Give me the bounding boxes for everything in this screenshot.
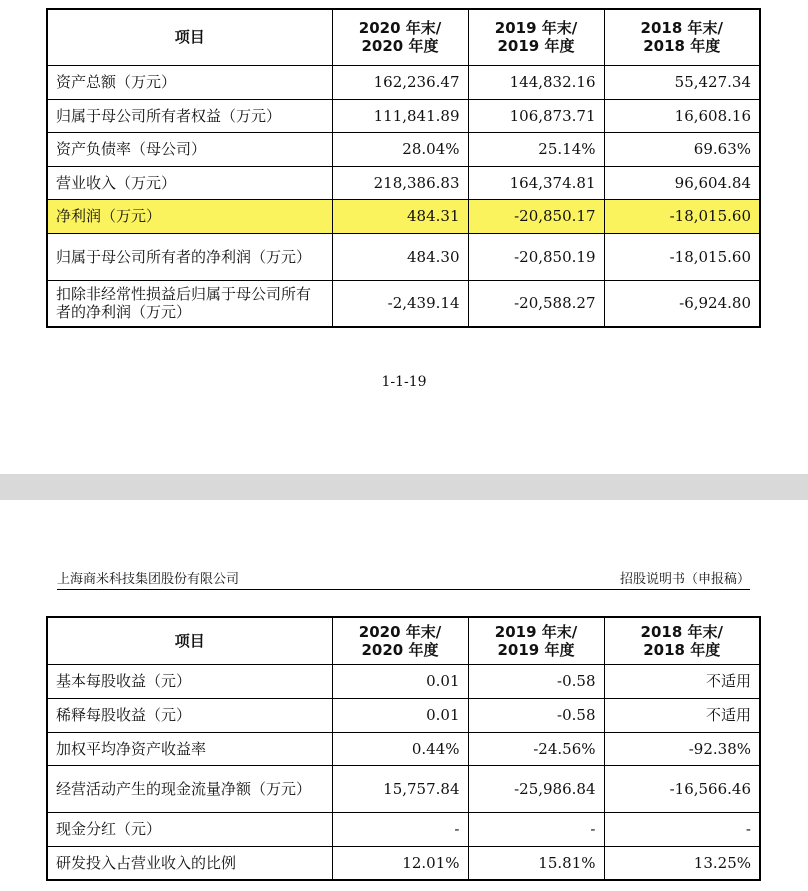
table-row xyxy=(47,280,760,327)
row-label: 加权平均净资产收益率 xyxy=(47,732,332,765)
table-row xyxy=(47,812,760,846)
value-2018: -18,015.60 xyxy=(604,233,760,280)
value-2020: 162,236.47 xyxy=(332,65,468,99)
value-2018: 不适用 xyxy=(604,664,760,698)
row-label: 资产负债率（母公司） xyxy=(47,132,332,166)
value-2019: -20,850.17 xyxy=(468,199,604,233)
financial-table-2 xyxy=(46,616,761,881)
value-2020: 111,841.89 xyxy=(332,99,468,132)
value-2019: -25,986.84 xyxy=(468,765,604,812)
value-2018: 69.63% xyxy=(604,132,760,166)
value-2019: -0.58 xyxy=(468,698,604,732)
table-row xyxy=(47,732,760,765)
value-2019: 144,832.16 xyxy=(468,65,604,99)
row-label: 研发投入占营业收入的比例 xyxy=(47,846,332,880)
table-header-row xyxy=(47,9,760,65)
row-label: 净利润（万元） xyxy=(47,199,332,233)
header-item: 项目 xyxy=(47,617,332,664)
value-2020: 15,757.84 xyxy=(332,765,468,812)
table-row-highlighted xyxy=(47,199,760,233)
page-separator xyxy=(0,474,808,500)
value-2020: 218,386.83 xyxy=(332,166,468,199)
page-number: 1-1-19 xyxy=(381,374,427,390)
value-2018: - xyxy=(604,812,760,846)
value-2018: -18,015.60 xyxy=(604,199,760,233)
header-2020: 2020 年末/ 2020 年度 xyxy=(332,9,468,65)
table-row xyxy=(47,132,760,166)
header-2019: 2019 年末/ 2019 年度 xyxy=(468,617,604,664)
value-2019: 164,374.81 xyxy=(468,166,604,199)
row-label: 资产总额（万元） xyxy=(47,65,332,99)
value-2018: -6,924.80 xyxy=(604,280,760,327)
header-2020: 2020 年末/ 2020 年度 xyxy=(332,617,468,664)
value-2018: 不适用 xyxy=(604,698,760,732)
value-2019: - xyxy=(468,812,604,846)
value-2020: -2,439.14 xyxy=(332,280,468,327)
table-header-row xyxy=(47,617,760,664)
header-2018: 2018 年末/ 2018 年度 xyxy=(604,617,760,664)
row-label: 归属于母公司所有者权益（万元） xyxy=(47,99,332,132)
table-row xyxy=(47,698,760,732)
table-row xyxy=(47,664,760,698)
value-2019: 106,873.71 xyxy=(468,99,604,132)
value-2018: 96,604.84 xyxy=(604,166,760,199)
document-title: 招股说明书（申报稿） xyxy=(619,572,750,587)
value-2018: -92.38% xyxy=(604,732,760,765)
document-page-2 xyxy=(0,500,808,891)
value-2018: 13.25% xyxy=(604,846,760,880)
value-2020: 28.04% xyxy=(332,132,468,166)
table-row xyxy=(47,166,760,199)
header-item: 项目 xyxy=(47,9,332,65)
row-label: 经营活动产生的现金流量净额（万元） xyxy=(47,765,332,812)
table-row xyxy=(47,846,760,880)
table-row xyxy=(47,99,760,132)
value-2019: 25.14% xyxy=(468,132,604,166)
value-2018: 16,608.16 xyxy=(604,99,760,132)
value-2020: 0.44% xyxy=(332,732,468,765)
value-2020: 0.01 xyxy=(332,698,468,732)
row-label: 营业收入（万元） xyxy=(47,166,332,199)
value-2019: 15.81% xyxy=(468,846,604,880)
value-2020: 0.01 xyxy=(332,664,468,698)
value-2019: -0.58 xyxy=(468,664,604,698)
value-2019: -24.56% xyxy=(468,732,604,765)
company-name: 上海商米科技集团股份有限公司 xyxy=(57,572,240,587)
row-label: 稀释每股收益（元） xyxy=(47,698,332,732)
header-2019: 2019 年末/ 2019 年度 xyxy=(468,9,604,65)
value-2018: -16,566.46 xyxy=(604,765,760,812)
row-label: 归属于母公司所有者的净利润（万元） xyxy=(47,233,332,280)
header-2018: 2018 年末/ 2018 年度 xyxy=(604,9,760,65)
row-label: 基本每股收益（元） xyxy=(47,664,332,698)
value-2020: 484.31 xyxy=(332,199,468,233)
value-2020: 484.30 xyxy=(332,233,468,280)
header-rule xyxy=(57,589,750,590)
value-2018: 55,427.34 xyxy=(604,65,760,99)
table-row xyxy=(47,65,760,99)
financial-table-1 xyxy=(46,8,761,328)
value-2019: -20,850.19 xyxy=(468,233,604,280)
row-label: 扣除非经常性损益后归属于母公司所有者的净利润（万元） xyxy=(47,280,332,327)
value-2020: - xyxy=(332,812,468,846)
value-2020: 12.01% xyxy=(332,846,468,880)
value-2019: -20,588.27 xyxy=(468,280,604,327)
table-row xyxy=(47,765,760,812)
table-row xyxy=(47,233,760,280)
row-label: 现金分红（元） xyxy=(47,812,332,846)
